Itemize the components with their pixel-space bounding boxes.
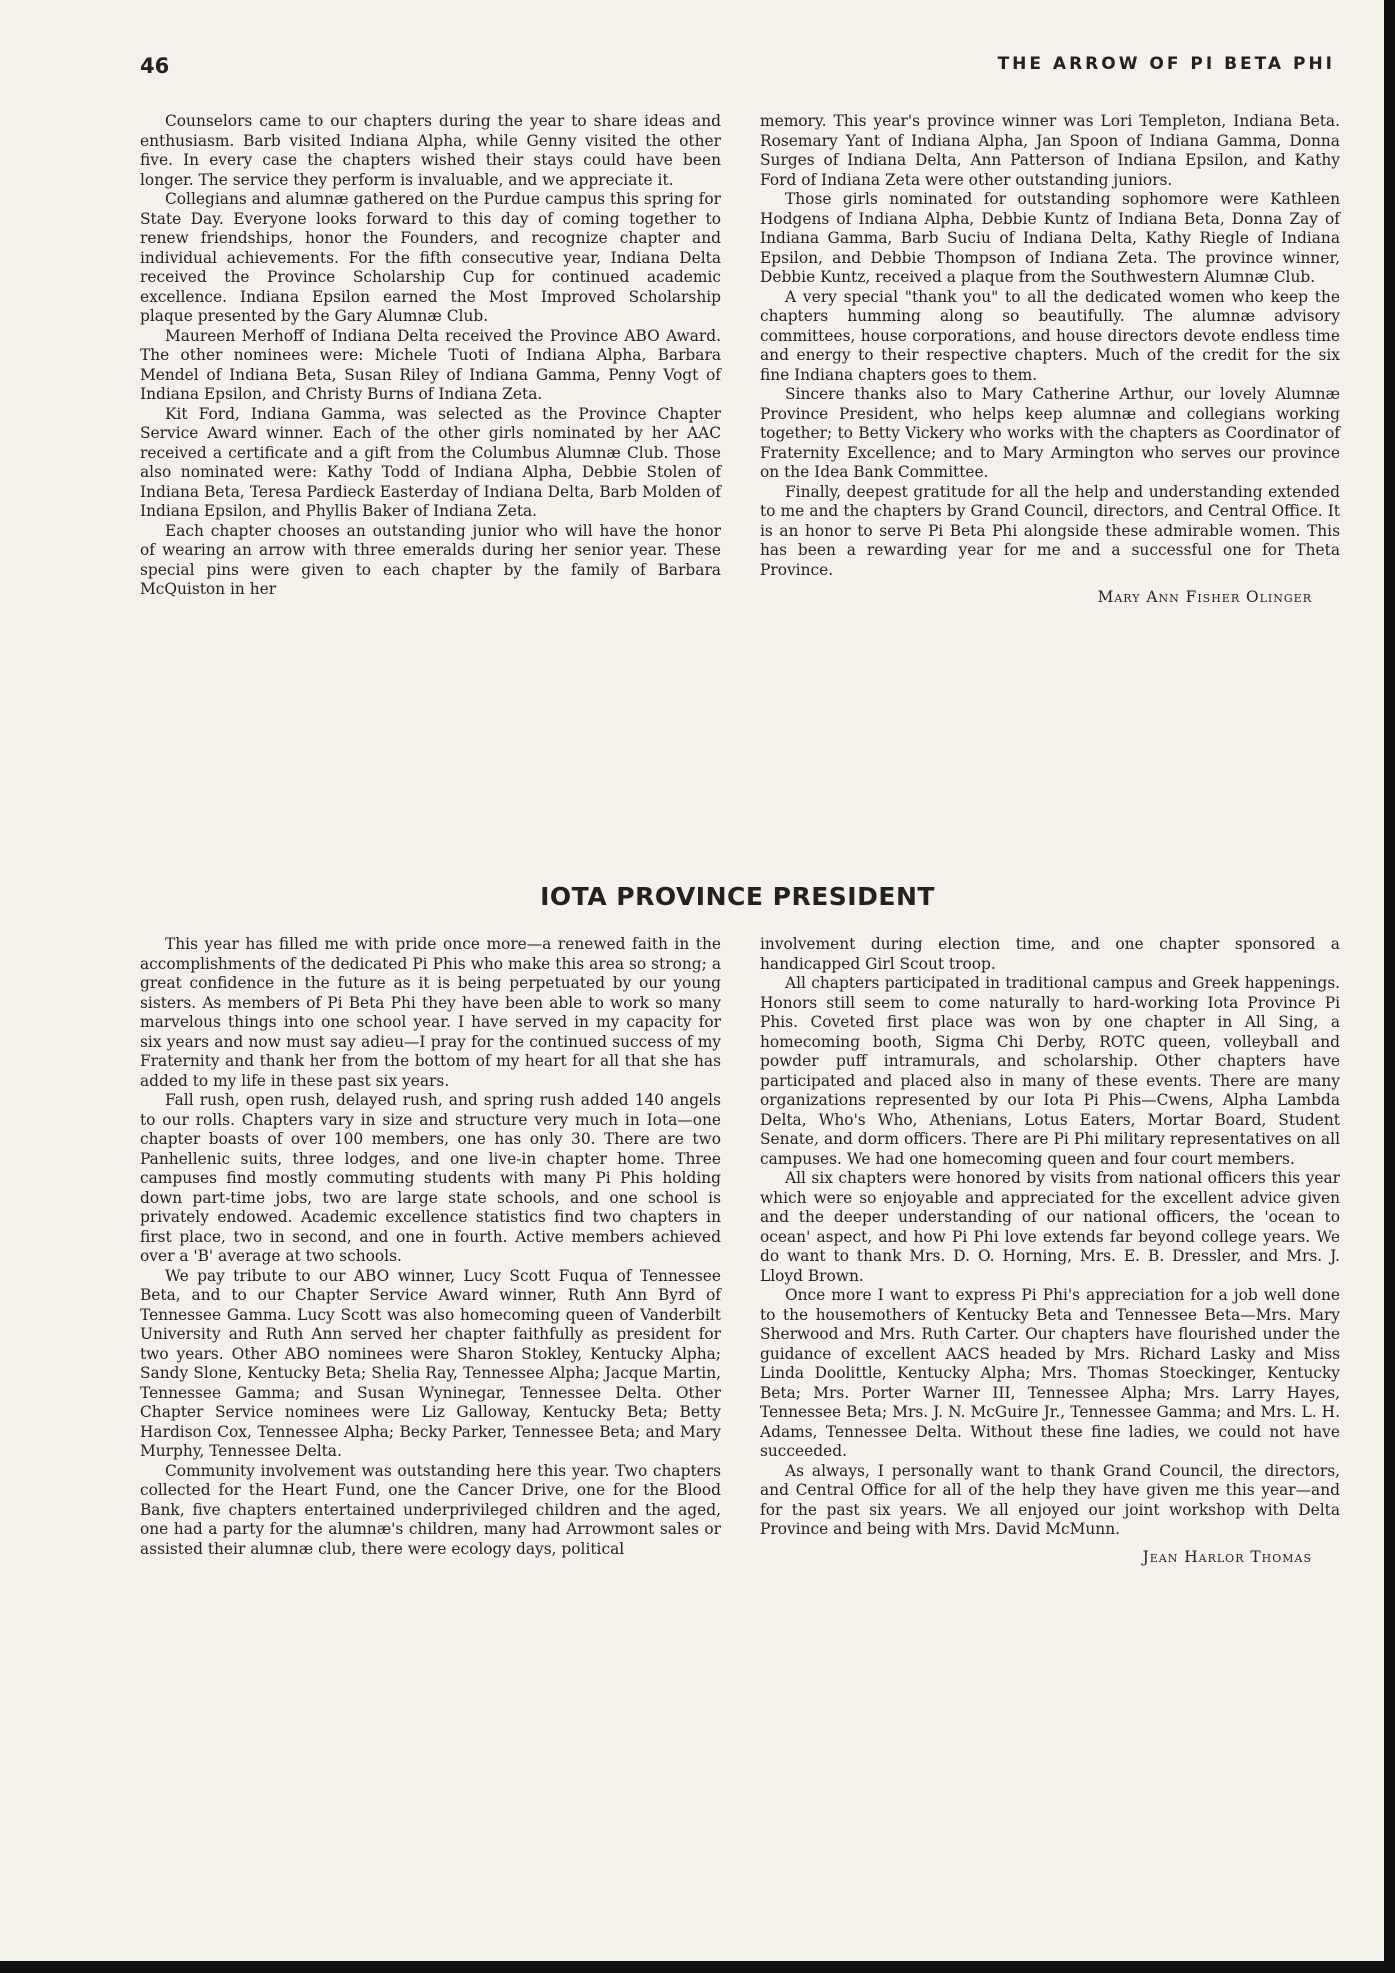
paragraph: We pay tribute to our ABO winner, Lucy Scott Fuqua of Tennessee Beta, and to our Chapter Service Award winner, Ruth Ann Byrd of Tennessee Gamma. Lucy Scott was also homecoming queen of Vanderbilt University and Ruth Ann served her chapter faithfully as president for two years. Other ABO nominees were Sharon Stokley, Kentucky Alpha; Sandy Slone, Kentucky Beta; Shelia Ray, Tennessee Alpha; Jacque Martin, Tennessee Gamma; and Susan Wyninegar, Tennessee Delta. Other Chapter Service nominees were Liz Galloway, Kentucky Beta; Betty Hardison Cox, Tennessee Alpha; Becky Parker, Tennessee Beta; and Mary Murphy, Tennessee Delta.	[140, 1266, 721, 1460]
paragraph: Collegians and alumnæ gathered on the Purdue campus this spring for State Day. Everyone looks forward to this day of coming together to renew friendships, honor the Founders, and recognize chapter and individual achievements. For the fifth consecutive year, Indiana Delta received the Province Scholarship Cup for continued academic excellence. Indiana Epsilon earned the Most Improved Scholarship plaque presented by the Gary Alumnæ Club.	[140, 190, 721, 325]
section-title: IOTA PROVINCE PRESIDENT	[540, 882, 935, 911]
paragraph: Fall rush, open rush, delayed rush, and spring rush added 140 angels to our rolls. Chapters vary in size and structure very much in Iota—one chapter boasts of over 100 members, one has only 30. There are two Panhellenic suits, three lodges, and one live-in chapter home. Three campuses find mostly commuting students with many Pi Phis holding down part-time jobs, two are large state schools, and one school is privately endowed. Academic excellence statistics find two chapters in first place, two in second, and one in fourth. Active members achieved over a 'B' average at two schools.	[140, 1091, 721, 1265]
paragraph: All chapters participated in traditional campus and Greek happenings. Honors still seem to come naturally to hard-working Iota Province Pi Phis. Coveted first place was won by one chapter in All Sing, a homecoming booth, Sigma Chi Derby, ROTC queen, volleyball and powder puff intramurals, and scholarship. Other chapters have participated and placed also in many of these events. There are many organizations represented by our Iota Pi Phis—Cwens, Alpha Lambda Delta, Who's Who, Athenians, Lotus Eaters, Mortar Board, Student Senate, and dorm officers. There are Pi Phi military representatives on all campuses. We had one homecoming queen and four court members.	[760, 974, 1340, 1168]
page-number: 46	[140, 54, 170, 78]
running-title: THE ARROW OF PI BETA PHI	[997, 54, 1335, 74]
paragraph: Those girls nominated for outstanding sophomore were Kathleen Hodgens of Indiana Alpha, Debbie Kuntz of Indiana Beta, Donna Zay of Indiana Gamma, Barb Suciu of Indiana Delta, Kathy Riegle of Indiana Epsilon, and Debbie Thompson of Indiana Zeta. The province winner, Debbie Kuntz, received a plaque from the Southwestern Alumnæ Club.	[760, 190, 1340, 286]
paragraph-continuation: involvement during election time, and one chapter sponsored a handicapped Girl Scout troop.	[760, 935, 1340, 973]
page-edge-bottom	[0, 1961, 1395, 1973]
author-signature: Mary Ann Fisher Olinger	[1097, 588, 1312, 606]
paragraph: Kit Ford, Indiana Gamma, was selected as the Province Chapter Service Award winner. Each of the other girls nominated by her AAC received a certificate and a gift from the Columbus Alumnæ Club. Those also nominated were: Kathy Todd of Indiana Alpha, Debbie Stolen of Indiana Beta, Teresa Pardieck Easterday of Indiana Delta, Barb Molden of Indiana Epsilon, and Phyllis Baker of Indiana Zeta.	[140, 404, 721, 520]
paragraph: Each chapter chooses an outstanding junior who will have the honor of wearing an arrow with three emeralds during her senior year. These special pins were given to each chapter by the family of Barbara McQuiston in her	[140, 521, 721, 598]
iota-report-right-column	[760, 935, 1340, 1567]
paragraph: This year has filled me with pride once more—a renewed faith in the accomplishments of the dedicated Pi Phis who make this area so strong; a great confidence in the future as it is being perpetuated by our young sisters. As members of Pi Beta Phi they have been able to work so many marvelous things into one school year. I have served in my capacity for six years and now must say adieu—I pray for the continued success of my Fraternity and thank her from the bottom of my heart for all that she has added to my life in these past six years.	[140, 935, 721, 1090]
paragraph: Community involvement was outstanding here this year. Two chapters collected for the Heart Fund, one the Cancer Drive, one for the Blood Bank, five chapters entertained underprivileged children and the aged, one had a party for the alumnæ's children, many had Arrowmont sales or assisted their alumnæ club, there were ecology days, political	[140, 1461, 721, 1558]
author-signature: Jean Harlor Thomas	[1142, 1547, 1312, 1566]
paragraph: As always, I personally want to thank Grand Council, the directors, and Central Office for all of the help they have given me this year—and for the past six years. We all enjoyed our joint workshop with Delta Province and being with Mrs. David McMunn.	[760, 1461, 1340, 1538]
page-header	[140, 54, 1335, 82]
paragraph: All six chapters were honored by visits from national officers this year which were so enjoyable and appreciated for the excellent advice given and the deeper understanding of our national officers, the 'ocean to ocean' aspect, and how Pi Phi love extends far beyond college years. We do want to thank Mrs. D. O. Horning, Mrs. E. B. Dressler, and Mrs. J. Lloyd Brown.	[760, 1169, 1340, 1285]
page-edge-right	[1384, 0, 1395, 1973]
paragraph: Once more I want to express Pi Phi's appreciation for a job well done to the housemothers of Kentucky Beta and Tennessee Beta—Mrs. Mary Sherwood and Mrs. Ruth Carter. Our chapters have flourished under the guidance of excellent AACS headed by Mrs. Richard Lasky and Miss Linda Doolittle, Kentucky Alpha; Mrs. Thomas Stoeckinger, Kentucky Beta; Mrs. Porter Warner III, Tennessee Alpha; Mrs. Larry Hayes, Tennessee Beta; Mrs. J. N. McGuire Jr., Tennessee Gamma; and Mrs. L. H. Adams, Tennessee Delta. Without these fine ladies, we could not have succeeded.	[760, 1286, 1340, 1460]
paragraph-continuation: memory. This year's province winner was Lori Templeton, Indiana Beta. Rosemary Yant of Indiana Alpha, Jan Spoon of Indiana Gamma, Donna Surges of Indiana Delta, Ann Patterson of Indiana Epsilon, and Kathy Ford of Indiana Zeta were other outstanding juniors.	[760, 112, 1340, 189]
paragraph: Sincere thanks also to Mary Catherine Arthur, our lovely Alumnæ Province President, who helps keep alumnæ and collegians working together; to Betty Vickery who works with the chapters as Coordinator of Fraternity Excellence; and to Mary Armington who serves our province on the Idea Bank Committee.	[760, 385, 1340, 481]
iota-report-left-column	[140, 935, 721, 1559]
paragraph: A very special "thank you" to all the dedicated women who keep the chapters humming along so beautifully. The alumnæ advisory committees, house corporations, and house directors devote endless time and energy to their respective chapters. Much of the credit for the six fine Indiana chapters goes to them.	[760, 287, 1340, 384]
paragraph: Finally, deepest gratitude for all the help and understanding extended to me and the chapters by Grand Council, directors, and Central Office. It is an honor to serve Pi Beta Phi alongside these admirable women. This has been a rewarding year for me and a successful one for Theta Province.	[760, 482, 1340, 579]
paragraph: Counselors came to our chapters during the year to share ideas and enthusiasm. Barb visited Indiana Alpha, while Genny visited the other five. In every case the chapters wished their stays could have been longer. The service they perform is invaluable, and we appreciate it.	[140, 112, 721, 189]
theta-report-right-column	[760, 112, 1340, 608]
paragraph: Maureen Merhoff of Indiana Delta received the Province ABO Award. The other nominees were: Michele Tuoti of Indiana Alpha, Barbara Mendel of Indiana Beta, Susan Riley of Indiana Gamma, Penny Vogt of Indiana Epsilon, and Christy Burns of Indiana Zeta.	[140, 326, 721, 403]
theta-report-left-column	[140, 112, 721, 600]
